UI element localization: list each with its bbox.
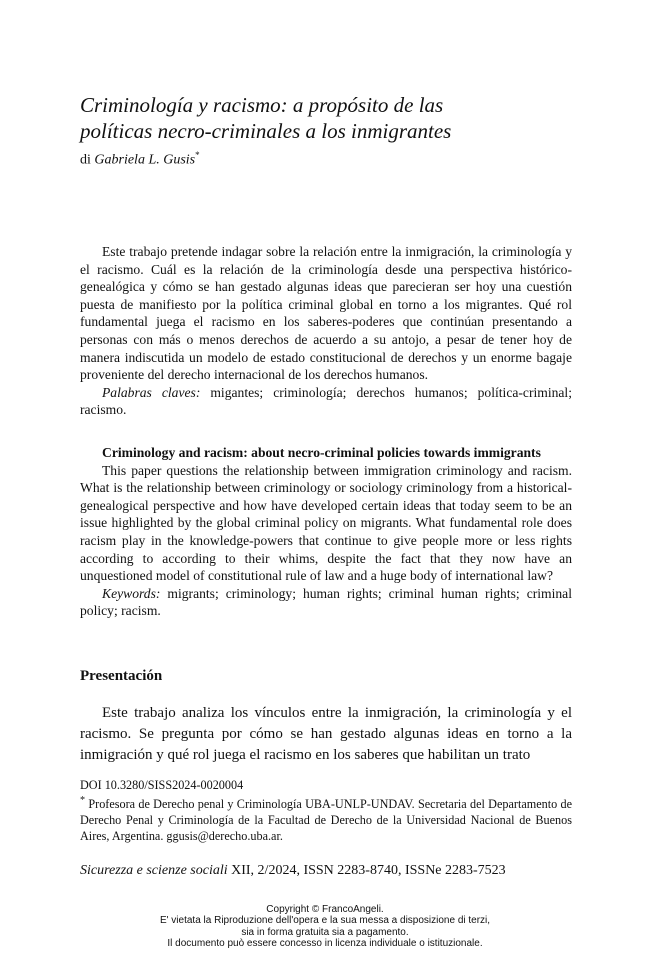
footnote-text: Profesora de Derecho penal y Criminología UBA-UNLP-UNDAV. Secretaria del Departamento de Derecho Penal y Criminología de la Facultad de Derecho de la Universidad Nacional de Buenos Aires, Argentina. ggusis@derecho.uba.ar. <box>80 797 572 844</box>
keywords-en-text: migrants; criminology; human rights; criminal human rights; criminal policy; racism. <box>80 585 572 619</box>
article-title <box>80 92 572 144</box>
abstract-en-body: This paper questions the relationship between immigration criminology and racism. What is the relationship between criminology or sociology criminology from a historical-genealogical perspective and how have developed certain ideas that today seem to be an issue highlighted by the global criminal policy on migrants. What fundamental role does racism play in the knowledge-powers that continue to give people more or less rights according to according to their whims, despite the fact that they now have an unquestioned model of constitutional rule of law and a huge body of international law? <box>80 462 572 584</box>
title-line-1: Criminología y racismo: a propósito de las <box>80 93 444 117</box>
doi-line: DOI 10.3280/SISS2024-0020004 <box>80 778 244 792</box>
intro-section <box>80 703 572 766</box>
author-footnote-mark: * <box>195 150 200 160</box>
copyright-line-1: Copyright © FrancoAngeli. <box>266 904 384 915</box>
copyright-line-2: E' vietata la Riproduzione dell'opera e la sua messa a disposizione di terzi, <box>159 915 491 927</box>
abstract-english <box>80 444 572 620</box>
footnotes <box>80 777 572 844</box>
journal-citation <box>80 862 572 880</box>
title-line-2: políticas necro-criminales a los inmigrantes <box>80 119 452 143</box>
section-heading: Presentación <box>80 668 163 684</box>
abstract-es-body: Este trabajo pretende indagar sobre la relación entre la inmigración, la criminología y el racismo. Cuál es la relación de la criminología desde una perspectiva histórico- genealógica y cómo se han gestado algunas ideas que parecieran ser hoy una cuestión puesta de manifiesto por la política criminal global en torno a los migrantes. Qué rol fundamental juega el racismo en los saberes-poderes que continúan presentando a personas con más o menos derechos de acuerdo a su antojo, a pesar de tener hoy de manera indiscutida un modelo de estado constitucional de derechos y un enorme bagaje proveniente del derecho internacional de los derechos humanos. <box>80 244 572 383</box>
abstract-en-keywords <box>80 585 572 620</box>
author-prefix: di <box>80 152 95 168</box>
abstract-es-keywords <box>80 384 572 419</box>
journal-issue: XII, 2/2024, ISSN 2283-8740, ISSNe 2283-7523 <box>227 863 506 878</box>
author-name: Gabriela L. Gusis <box>94 152 196 168</box>
keywords-en-label: Keywords: <box>102 585 161 601</box>
keywords-es-label: Palabras claves: <box>102 384 201 400</box>
abstract-spanish <box>80 243 572 419</box>
author-footnote <box>80 793 572 844</box>
footnote-mark: * <box>80 795 86 806</box>
copyright-notice <box>0 904 650 949</box>
copyright-line-4: Il documento può essere concesso in licenza individuale o istituzionale. <box>167 937 483 949</box>
copyright-line-3: sia in forma gratuita sia a pagamento. <box>241 926 409 938</box>
abstract-en-title: Criminology and racism: about necro-criminal policies towards immigrants <box>102 445 541 460</box>
intro-paragraph: Este trabajo analiza los vínculos entre la inmigración, la criminología y el racismo. Se pregunta por cómo se han gestado algunas ideas en torno a la inmigración y qué rol juega el racismo en los saberes que habilitan un trato <box>80 705 572 763</box>
journal-name: Sicurezza e scienze sociali <box>80 863 228 878</box>
author-line <box>80 146 572 170</box>
keywords-es-text: migantes; criminología; derechos humanos; política-criminal; racismo. <box>80 384 572 418</box>
